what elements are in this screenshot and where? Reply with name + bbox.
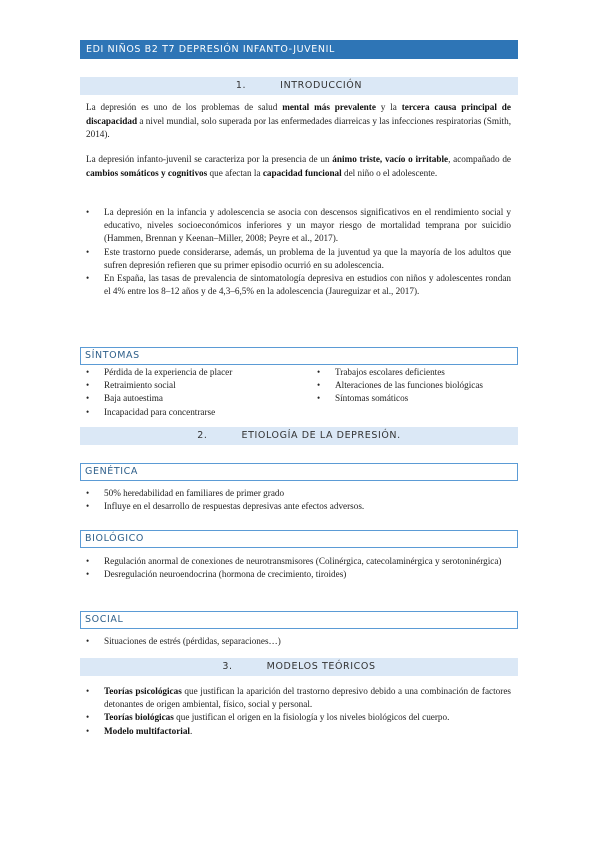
bullet-glyph: •: [86, 406, 90, 417]
subheading-title: SOCIAL: [85, 614, 124, 625]
list-item-text: Retraimiento social: [104, 380, 176, 391]
list-item-text: Influye en el desarrollo de respuestas depresivas ante efectos adversos.: [104, 501, 365, 512]
subheading-title: BIOLÓGICO: [85, 533, 144, 544]
bullet-glyph: •: [86, 725, 90, 736]
list-item: [86, 568, 511, 581]
bullet-glyph: •: [317, 393, 321, 404]
text-run: La depresión infanto-juvenil se caracteriza por la presencia de un: [86, 154, 333, 164]
bullet-glyph: •: [317, 367, 321, 377]
list-item: [86, 555, 511, 568]
section-heading-introduccion: [80, 77, 518, 95]
intro-paragraph-1: [86, 101, 511, 142]
list-item: [86, 406, 301, 419]
bold-run: Modelo multifactorial: [104, 725, 190, 736]
bullet-glyph: •: [86, 380, 90, 391]
bullet-glyph: •: [86, 636, 90, 646]
list-item: [317, 379, 517, 392]
text-run: , acompañado de: [448, 154, 511, 164]
bullet-glyph: •: [86, 501, 90, 512]
text-run: La depresión es uno de los problemas de salud: [86, 102, 283, 112]
bold-run: capacidad funcional: [262, 167, 342, 178]
list-item-text: que justifican la aparición del trastorno depresivo debido a una combinación de factores detonantes de origen ambiental, físico, social y personal.: [104, 686, 511, 710]
bullet-glyph: •: [86, 273, 90, 284]
list-item: [317, 366, 517, 379]
subheading-genetica: [80, 463, 518, 481]
document-title-bar: [80, 40, 518, 59]
biologico-list: [86, 555, 511, 581]
list-item-text: En España, las tasas de prevalencia de sintomatología depresiva en estudios con niños y adolescentes rondan el 4% entre los 8–12 años y de 4,3–6,5% en la adolescencia (Jaureguizar et al., 2017).: [104, 273, 511, 297]
section-number: 2.: [197, 430, 208, 441]
text-run: que afectan la: [207, 167, 263, 178]
list-item-text: Alteraciones de las funciones biológicas: [335, 380, 483, 391]
modelos-list: [86, 685, 511, 738]
text-run: del niño o el adolescente.: [341, 167, 438, 178]
text-run: y la: [375, 102, 402, 112]
bullet-glyph: •: [86, 569, 90, 580]
bold-run: Teorías psicológicas: [104, 686, 182, 696]
subheading-title: SÍNTOMAS: [85, 350, 140, 361]
bold-run: ánimo triste, vacío o irritable: [332, 154, 449, 164]
list-item: [317, 392, 517, 405]
genetica-list: [86, 487, 511, 513]
bullet-glyph: •: [86, 393, 90, 404]
list-item-text: Síntomas somáticos: [335, 393, 409, 404]
section-heading-modelos: [80, 658, 518, 676]
bullet-glyph: •: [86, 246, 90, 257]
list-item: [86, 392, 301, 405]
list-item-text: Trabajos escolares deficientes: [335, 367, 445, 377]
intro-bullet-list: [86, 206, 511, 298]
bullet-glyph: •: [86, 207, 90, 217]
subheading-title: GENÉTICA: [85, 466, 139, 477]
sintomas-list-right: [317, 366, 517, 406]
list-item-text: Pérdida de la experiencia de placer: [104, 367, 233, 377]
list-item: [86, 725, 511, 738]
list-item: [86, 379, 301, 392]
section-title: MODELOS TEÓRICOS: [266, 661, 376, 672]
subheading-social: [80, 611, 518, 629]
section-title: INTRODUCCIÓN: [280, 80, 363, 91]
bold-run: Teorías biológicas: [104, 712, 174, 723]
bullet-glyph: •: [86, 712, 90, 723]
list-item-text: Regulación anormal de conexiones de neurotransmisores (Colinérgica, catecolaminérgica y serotoninérgica): [104, 556, 502, 566]
list-item-text: Baja autoestima: [104, 393, 163, 404]
list-item: [86, 635, 511, 648]
sintomas-list-left: [86, 366, 301, 419]
list-item: [86, 366, 301, 379]
list-item-text: Desregulación neuroendocrina (hormona de crecimiento, tiroides): [104, 569, 347, 580]
list-item: [86, 685, 511, 711]
list-item: [86, 500, 511, 513]
bullet-glyph: •: [317, 380, 321, 391]
list-item: [86, 487, 511, 500]
document-title: EDI NIÑOS B2 T7 DEPRESIÓN INFANTO-JUVENIL: [86, 44, 335, 55]
bullet-glyph: •: [86, 488, 90, 498]
bold-run: mental más prevalente: [282, 102, 376, 112]
section-title: ETIOLOGÍA DE LA DEPRESIÓN.: [241, 430, 401, 441]
list-item: [86, 246, 511, 272]
text-run: a nivel mundial, solo superada por las enfermedades diarreicas y las infecciones respiratorias (Smith, 2014).: [86, 115, 511, 140]
bullet-glyph: •: [86, 367, 90, 377]
list-item-text: que justifican el origen en la fisiología y los niveles biológicos del cuerpo.: [173, 712, 450, 723]
list-item: [86, 272, 511, 298]
section-number: 3.: [222, 661, 233, 672]
section-number: 1.: [235, 80, 247, 91]
bullet-glyph: •: [86, 686, 90, 696]
list-item-text: La depresión en la infancia y adolescencia se asocia con descensos significativos en el rendimiento social y educativo, niveles socioeconómicos inferiores y un mayor riesgo de mortalidad temprana por suicidio (Hammen, Brennan y Keenan–Miller, 2008; Peyre et al., 2017).: [104, 207, 511, 244]
list-item-text: Situaciones de estrés (pérdidas, separaciones…): [104, 636, 281, 646]
list-item: [86, 206, 511, 246]
subheading-sintomas: [80, 347, 518, 365]
social-list: [86, 635, 511, 648]
list-item-text: Incapacidad para concentrarse: [104, 406, 216, 417]
list-item-text: 50% heredabilidad en familiares de primer grado: [104, 488, 285, 498]
bullet-glyph: •: [86, 556, 90, 566]
bold-run: tercera causa principal de discapacidad: [86, 102, 511, 126]
list-item-text: Este trastorno puede considerarse, además, un problema de la juventud ya que la mayoría de los adultos que sufren depresión refieren que su primer episodio ocurrió en su adolescencia.: [104, 246, 511, 270]
subheading-biologico: [80, 530, 518, 548]
bold-run: cambios somáticos y cognitivos: [86, 167, 208, 178]
list-item: [86, 711, 511, 724]
list-item-text: .: [190, 725, 193, 736]
intro-paragraph-2: [86, 153, 511, 180]
section-heading-etiologia: [80, 427, 518, 445]
